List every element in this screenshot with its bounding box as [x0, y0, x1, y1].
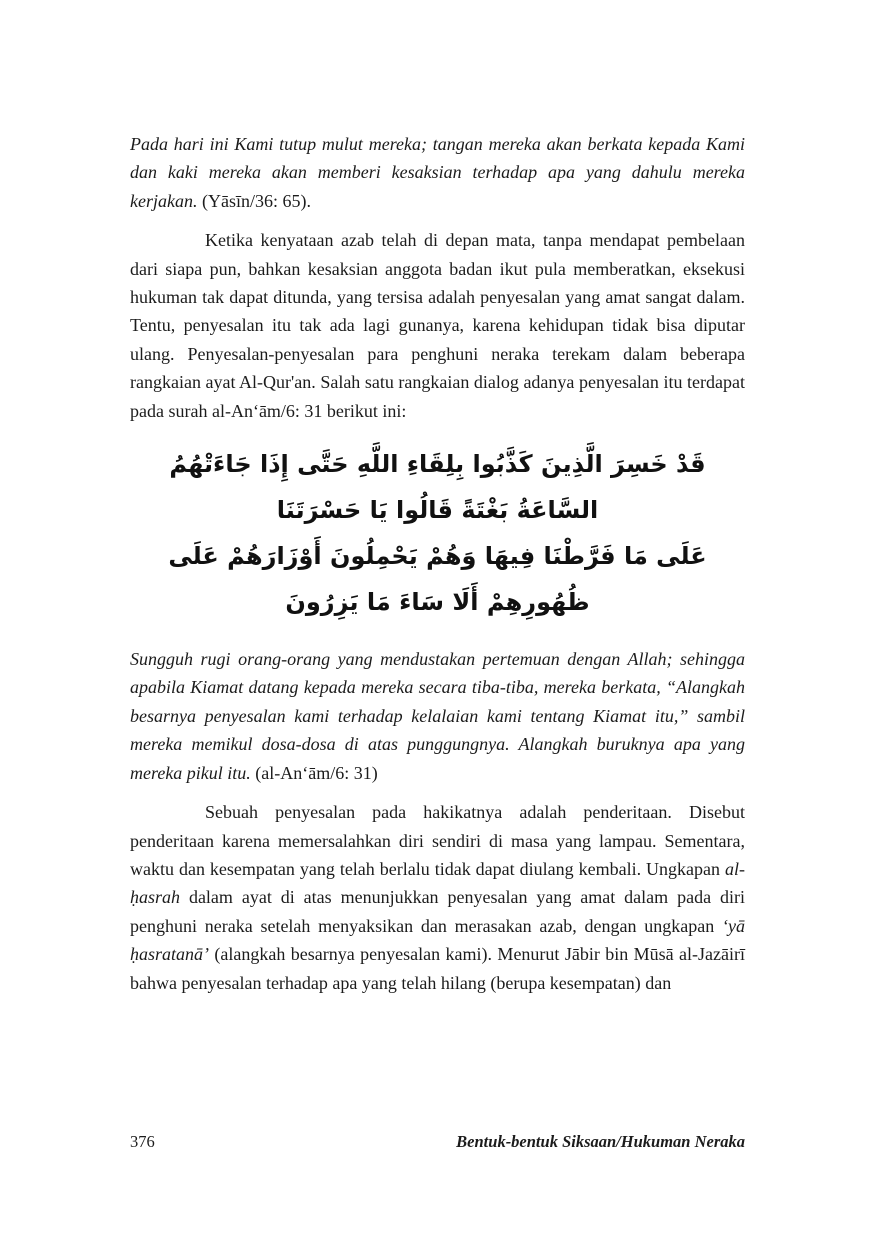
opening-quote-text: Pada hari ini Kami tutup mulut mereka; tangan mereka akan berkata kepada Kami dan kaki mereka akan memberi kesaksian terhadap apa yang dahulu mereka kerjakan.: [130, 134, 745, 211]
arabic-verse-line-1: قَدْ خَسِرَ الَّذِينَ كَذَّبُوا بِلِقَاءِ اللَّهِ حَتَّى إِذَا جَاءَتْهُمُ السَّاعَةُ بَغْتَةً قَالُوا يَا حَسْرَتَنَا: [169, 450, 706, 525]
closing-paragraph-segment: (alangkah besarnya penyesalan kami). Menurut Jābir bin Mūsā al-Jazāirī bahwa penyesalan terhadap apa yang telah hilang (berupa kesempatan) dan: [130, 944, 745, 993]
opening-quote-citation: (Yāsīn/36: 65).: [197, 190, 311, 211]
arabic-verse-line-2: عَلَى مَا فَرَّطْنَا فِيهَا وَهُمْ يَحْمِلُونَ أَوْزَارَهُمْ عَلَى ظُهُورِهِمْ أَلَا سَاءَ مَا يَزِرُونَ: [168, 542, 707, 617]
closing-paragraph-term-al-hasrah: al-ḥasrah: [130, 858, 745, 908]
closing-paragraph-segment: dalam ayat di atas menunjukkan penyesalan yang amat dalam pada diri penghuni neraka setelah menyaksikan dan merasakan azab, dengan ungkapan: [130, 887, 745, 936]
verse-translation-citation: (al-An‘ām/6: 31): [250, 762, 378, 783]
closing-paragraph-term-ya-hasratana: ‘yā ḥasratanā’: [130, 915, 745, 965]
opening-quote-paragraph: [130, 130, 745, 215]
verse-translation-text: Sungguh rugi orang-orang yang mendustakan pertemuan dengan Allah; sehingga apabila Kiamat datang kepada mereka secara tiba-tiba, mereka berkata, “Alangkah besarnya penyesalan kami terhadap kelalaian kami tentang Kiamat itu,” sambil mereka memikul dosa-dosa di atas punggungnya. Alangkah buruknya apa yang mereka pikul itu.: [130, 649, 745, 783]
arabic-verse: [130, 441, 745, 625]
closing-paragraph-segment: Sebuah penyesalan pada hakikatnya adalah penderitaan. Disebut penderitaan karena memersalahkan diri sendiri di masa yang lampau. Sementara, waktu dan kesempatan yang telah berlalu tidak dapat diulang kembali. Ungkapan: [130, 802, 745, 879]
verse-translation-paragraph: [130, 645, 745, 787]
closing-paragraph: [130, 798, 745, 997]
page-number: 376: [130, 1132, 155, 1151]
footer-running-title: Bentuk-bentuk Siksaan/Hukuman Neraka: [456, 1132, 745, 1151]
page-footer: [130, 1132, 745, 1152]
intro-paragraph: Ketika kenyataan azab telah di depan mata, tanpa mendapat pembelaan dari siapa pun, bahkan kesaksian anggota badan ikut pula memberatkan, eksekusi hukuman tak dapat ditunda, yang tersisa adalah penyesalan yang amat sangat dalam. Tentu, penyesalan itu tak ada lagi gunanya, karena kehidupan tidak bisa diputar ulang. Penyesalan-penyesalan para penghuni neraka terekam dalam beberapa rangkaian ayat Al-Qur'an. Salah satu rangkaian dialog adanya penyesalan itu terdapat pada surah al-An‘ām/6: 31 berikut ini:: [130, 230, 745, 421]
